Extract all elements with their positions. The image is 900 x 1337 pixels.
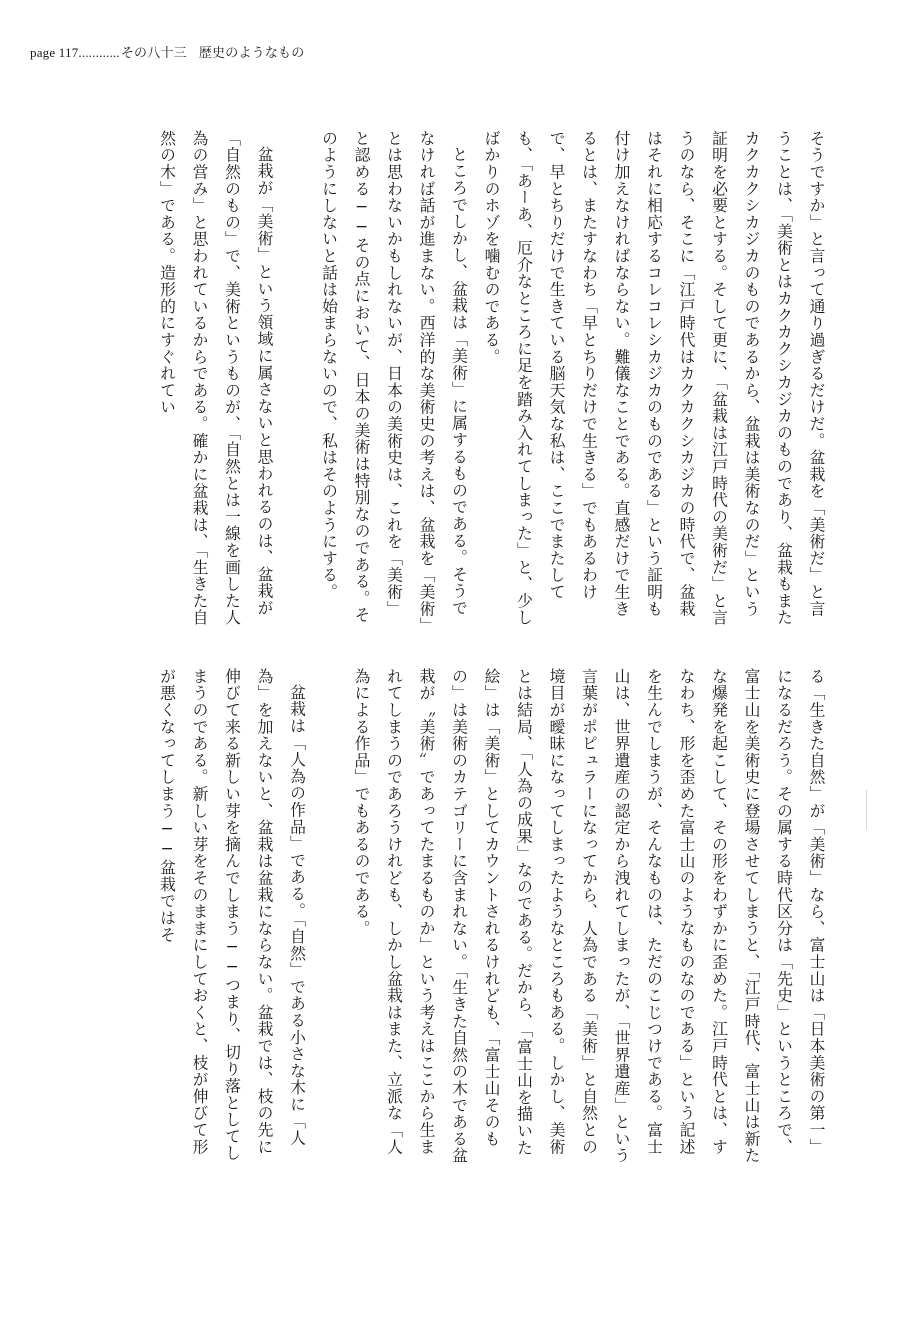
paragraph: 盆栽が「美術」という領域に属さないと思われるのは、盆栽が「自然のもの」で、美術というものが、「自然とは一線を画した人為の営み」と思われているからである。確かに盆栽は、「生きた自然の木」である。造形的にすぐれてい	[157, 130, 274, 627]
scan-artifact-line	[866, 790, 867, 830]
page-number: page 117	[30, 45, 79, 60]
chapter-title: 歴史のようなもの	[198, 46, 305, 61]
header-leader-dots: ............	[78, 45, 120, 60]
paragraph: ところでしかし、盆栽は「美術」に属するものである。そうでなければ話が進まない。西洋的な美術史の考えは、盆栽を「美術」とは思わないかもしれないが、日本の美術史は、これを「美術」と認める──その点において、日本の美術は特別なのである。そのようにしないと話は始まらないので、私はそのようにする。	[319, 130, 469, 627]
chapter-label: その八十三	[120, 46, 187, 61]
lower-text-block	[120, 668, 832, 1168]
upper-text-block	[120, 130, 832, 630]
paragraph: る「生きた自然」が「美術」なら、富士山は「日本美術の第一」になるだろう。その属する時代区分は「先史」というところで、富士山を美術史に登場させてしまうと、「江戸時代、富士山は新たな爆発を起こして、その形をわずかに歪めた。江戸時代とは、すなわち、形を歪めた富士山のようなものなのである」という記述を生んでしまうが、そんなものは、ただのこじつけである。富士山は、世界遺産の認定から洩れてしまったが、「世界遺産」という言葉がポピュラーになってから、人為である「美術」と自然との境目が曖昧になってしまったようなところもある。しかし、美術とは結局、「人為の成果」なのである。だから、「富士山を描いた絵」は「美術」としてカウントされるけれども、「富士山そのもの」は美術のカテゴリーに含まれない。「生きた自然の木である盆栽が〝美術〟であってたまるものか」という考えはここから生まれてしまうのであろうけれども、しかし盆栽はまた、立派な「人為による作品」でもあるのである。	[352, 668, 826, 1165]
paragraph: そうですか」と言って通り過ぎるだけだ。盆栽を「美術だ」と言うことは、「美術とはカクカクシカジカのものであり、盆栽もまたカクカクシカジカのものであるから、盆栽は美術なのだ」という証明を必要とする。そして更に、「盆栽は江戸時代の美術だ」と言うのなら、そこに「江戸時代はカクカクシカジカの時代で、盆栽はそれに相応するコレコレシカジカのものである」という証明も付け加えなければならない。難儀なことである。直感だけで生きるとは、またすなわち「早とちりだけで生きる」でもあるわけで、早とちりだけで生きている脳天気な私は、ここでまたしても、「あーあ、厄介なところに足を踏み入れてしまった」と、少しばかりのホゾを噛むのである。	[482, 130, 826, 627]
paragraph: 盆栽は「人為の作品」である。「自然」である小さな木に「人為」を加えないと、盆栽は盆栽にならない。盆栽では、枝の先に伸びて来る新しい芽を摘んでしまう──つまり、切り落としてしまうのである。新しい芽をそのままにしておくと、枝が伸びて形が悪くなってしまう──盆栽ではそ	[157, 668, 307, 1162]
running-header	[30, 42, 304, 61]
